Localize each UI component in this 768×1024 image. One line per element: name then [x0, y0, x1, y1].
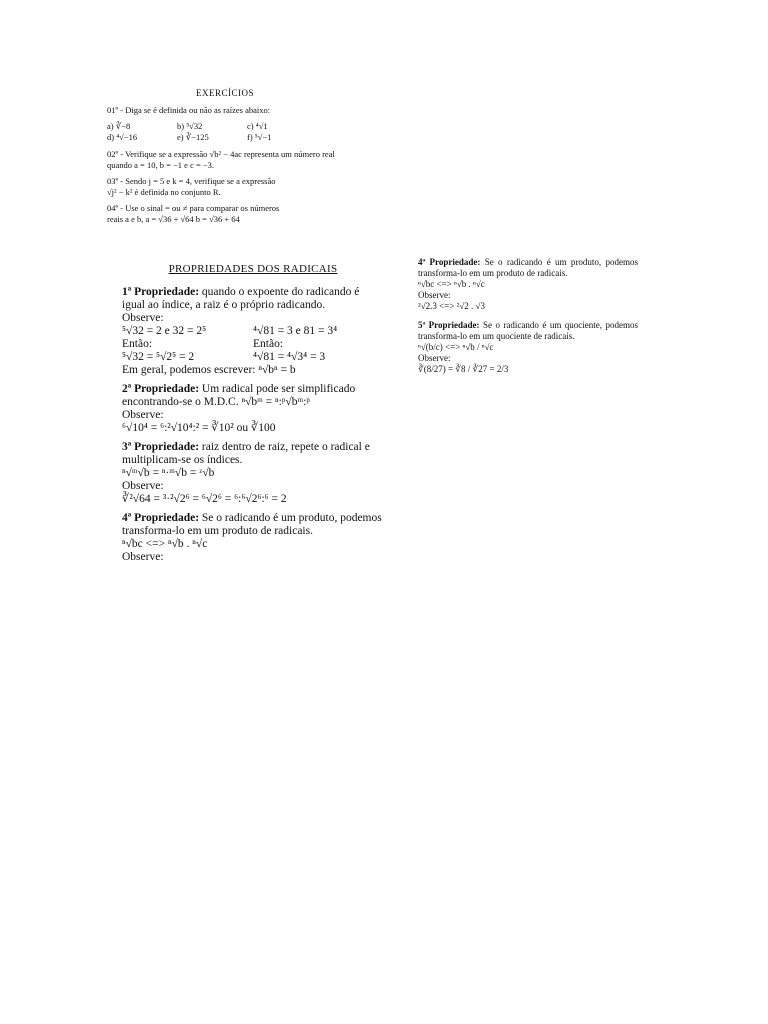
exercise-1-intro: 01º - Diga se é definida ou não as raízes abaixo: [107, 105, 271, 115]
right-property-4-label: 4ª Propriedade: [418, 257, 481, 267]
exercise-1c: c) ⁴√1 [247, 121, 268, 131]
properties-block [122, 263, 384, 564]
exercise-1d: d) ⁴√−16 [107, 132, 138, 142]
property-2-text: Um radical pode ser simplificado encontrando-se o M.D.C. ⁿ√bᵐ = ⁿ:ᵖ√bᵐ:ᵖ [122, 383, 356, 408]
exercise-1b: b) ⁵√32 [177, 121, 203, 131]
exercise-4-line-1: 04º - Use o sinal = ou ≠ para comparar os números [107, 203, 280, 213]
property-4 [122, 512, 384, 538]
right-property-5-observe: Observe: [418, 353, 451, 363]
property-1-right-2: Então: [253, 338, 284, 350]
property-2-example: ⁶√10⁴ = ⁶:²√10⁴:² = ∛10² ou ∛100 [122, 422, 276, 434]
property-1-right-1: ⁴√81 = 3 e 81 = 3⁴ [253, 325, 338, 337]
right-property-4 [418, 257, 638, 279]
exercises-title: EXERCÍCIOS [195, 88, 254, 98]
property-3-text: raiz dentro de raiz, repete o radical e multiplicam-se os índices. [122, 441, 370, 466]
right-property-5-formula: ⁿ√(b/c) <=> ⁿ√b / ⁿ√c [418, 342, 494, 352]
exercise-1f: f) ⁵√−1 [247, 132, 272, 142]
exercise-2: 02º - Verifique se a expressão √b² − 4ac representa um número real quando a = 10, b = −1 e c = −3. [107, 149, 335, 170]
right-property-4-formula: ⁿ√bc <=> ⁿ√b . ⁿ√c [418, 279, 485, 289]
property-4-label: 4ª Propriedade: [122, 512, 200, 524]
property-3-observe: Observe: [122, 480, 164, 492]
exercise-1-row-2 [107, 132, 343, 143]
right-property-5-label: 5ª Propriedade: [418, 320, 480, 330]
property-2-observe: Observe: [122, 409, 164, 421]
right-property-4-observe: Observe: [418, 290, 451, 300]
property-1-examples [122, 325, 384, 364]
property-1-left-1: ⁵√32 = 2 e 32 = 2⁵ [122, 325, 207, 337]
property-3-example: ∛²√64 = ³·²√2⁶ = ⁶√2⁶ = ⁶:⁶√2⁶:⁶ = 2 [122, 493, 287, 505]
properties-title: PROPRIEDADES DOS RADICAIS [168, 263, 338, 275]
property-1-left-3: ⁵√32 = ⁵√2⁵ = 2 [122, 351, 195, 363]
property-1-observe: Observe: [122, 312, 164, 324]
property-3-label: 3ª Propriedade: [122, 441, 200, 453]
exercise-4-line-2: reais a e b, a = √36 + √64 b = √36 + 64 [107, 214, 240, 224]
exercise-1-row-1 [107, 121, 343, 132]
property-3-formula: ⁿ√ᵐ√b = ⁿ·ᵐ√b = ᶻ√b [122, 467, 215, 479]
property-2 [122, 383, 384, 409]
right-property-4-text: Se o radicando é um produto, podemos transforma-lo em um produto de radicais. [418, 257, 638, 278]
property-1-label: 1ª Propriedade: [122, 286, 200, 298]
property-4-formula: ⁿ√bc <=> ⁿ√b . ⁿ√c [122, 538, 208, 550]
exercise-3-line-1: 03º - Sendo j = 5 e k = 4, verifique se a expressão [107, 176, 276, 186]
right-property-5-example: ∛(8/27) = ∛8 / ∛27 = 2/3 [418, 364, 509, 374]
right-properties-block [418, 257, 638, 375]
property-1 [122, 286, 384, 312]
property-3 [122, 441, 384, 467]
exercise-3-line-2: √j² − k² é definida no conjunto R. [107, 187, 221, 197]
right-property-5-text: Se o radicando é um quociente, podemos transforma-lo em um quociente de radicais. [418, 320, 638, 341]
exercises-block [107, 88, 343, 230]
property-4-observe: Observe: [122, 551, 164, 563]
property-4-text: Se o radicando é um produto, podemos transforma-lo em um produto de radicais. [122, 512, 382, 537]
exercise-1e: e) ∛−125 [177, 132, 209, 142]
property-1-general: Em geral, podemos escrever: ⁿ√bⁿ = b [122, 364, 296, 376]
property-2-label: 2ª Propriedade: [122, 383, 200, 395]
right-property-5 [418, 320, 638, 342]
property-1-left-2: Então: [122, 338, 153, 350]
property-1-right-3: ⁴√81 = ⁴√3⁴ = 3 [253, 351, 326, 363]
property-1-text: quando o expoente do radicando é igual ao índice, a raiz é o próprio radicando. [122, 286, 360, 311]
right-property-4-example: ²√2.3 <=> ²√2 . √3 [418, 301, 485, 311]
exercise-1a: a) ∛−8 [107, 121, 131, 131]
